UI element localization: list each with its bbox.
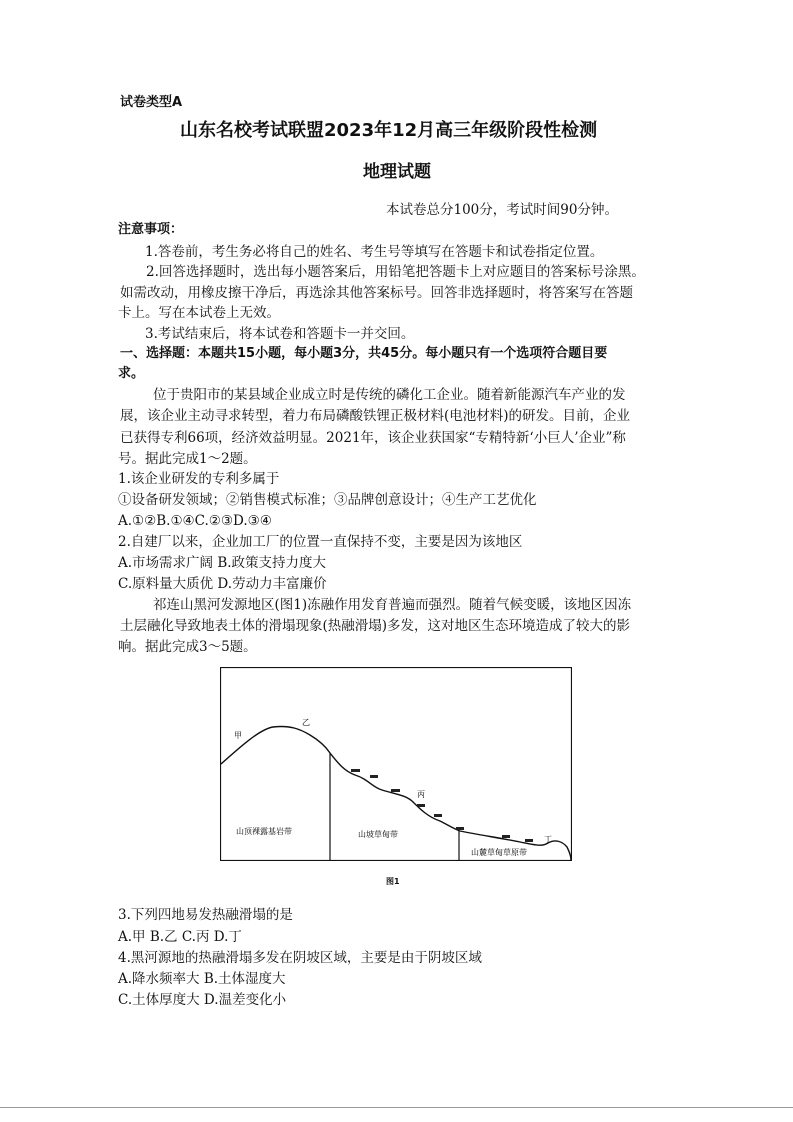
passage-line: 展，该企业主动寻求转型，着力布局磷酸铁锂正极材料(电池材料)的研发。目前，企业 — [120, 408, 631, 424]
section-heading-cont: 求。 — [118, 366, 145, 381]
question-1-options: A.①②B.①④C.②③D.③④ — [118, 513, 272, 529]
point-bing: 丙 — [417, 790, 425, 799]
exam-title: 山东名校考试联盟2023年12月高三年级阶段性检测 — [180, 120, 598, 141]
passage-line: 祁连山黑河发源地区(图1)冻融作用发育普遍而强烈。随着气候变暖，该地区因冻 — [153, 597, 632, 613]
notice-line: 2.回答选择题时，选出每小题答案后，用铅笔把答题卡上对应题目的答案标号涂黑。 — [146, 264, 645, 280]
terrain-line — [221, 726, 571, 860]
question-4-options: C.土体厚度大 D.温差变化小 — [118, 992, 287, 1008]
notice-line: 如需改动，用橡皮擦干净后，再选涂其他答案标号。回答非选择题时，将答案写在答题 — [120, 285, 633, 301]
zone-label: 山麓草甸草原带 — [471, 848, 527, 857]
question-4-options: A.降水频率大 B.土体湿度大 — [118, 971, 286, 987]
exam-info: 本试卷总分100分，考试时间90分钟。 — [386, 202, 618, 218]
notice-heading: 注意事项： — [118, 222, 184, 237]
question-4-stem: 4.黑河源地的热融滑塌多发在阴坡区域，主要是由于阴坡区域 — [118, 950, 482, 966]
passage-line: 已获得专利66项，经济效益明显。2021年，该企业获国家“专精特新‘小巨人’企业”称 — [120, 430, 626, 446]
zone-label: 山坡草甸带 — [358, 830, 398, 839]
notice-line: 3.考试结束后，将本试卷和答题卡一并交回。 — [145, 326, 415, 342]
passage-line: 响。据此完成3～5题。 — [118, 639, 257, 655]
figure-caption: 图1 — [386, 877, 400, 886]
terrain-profile-figure — [220, 667, 572, 861]
point-yi: 乙 — [302, 718, 310, 727]
subject-title: 地理试题 — [363, 162, 431, 182]
question-3-stem: 3.下列四地易发热融滑塌的是 — [118, 907, 293, 923]
point-jia: 甲 — [234, 731, 242, 740]
section-heading: 一、选择题：本题共15小题，每小题3分，共45分。每小题只有一个选项符合题目要 — [120, 346, 608, 361]
question-1-items: ①设备研发领域；②销售模式标准；③品牌创意设计；④生产工艺优化 — [118, 492, 537, 508]
passage-line: 号。据此完成1～2题。 — [118, 451, 257, 467]
question-2-stem: 2.自建厂以来，企业加工厂的位置一直保持不变，主要是因为该地区 — [118, 534, 523, 550]
question-2-options: C.原料量大质优 D.劳动力丰富廉价 — [118, 576, 327, 592]
paper-type: 试卷类型A — [120, 95, 183, 110]
question-2-options: A.市场需求广阔 B.政策支持力度大 — [118, 555, 327, 571]
notice-line: 1.答卷前，考生务必将自己的姓名、考生号等填写在答题卡和试卷指定位置。 — [145, 244, 604, 260]
point-ding: 丁 — [544, 835, 552, 844]
question-1-stem: 1.该企业研发的专利多属于 — [118, 471, 280, 487]
zone-label: 山顶裸露基岩带 — [236, 827, 292, 836]
notice-line: 卡上。写在本试卷上无效。 — [118, 305, 280, 321]
passage-line: 土层融化导致地表土体的滑塌现象(热融滑塌)多发，这对地区生态环境造成了较大的影 — [120, 618, 631, 634]
passage-line: 位于贵阳市的某县域企业成立时是传统的磷化工企业。随着新能源汽车产业的发 — [153, 387, 626, 403]
page-bottom-rule — [0, 1107, 793, 1108]
question-3-options: A.甲 B.乙 C.丙 D.丁 — [118, 929, 242, 945]
